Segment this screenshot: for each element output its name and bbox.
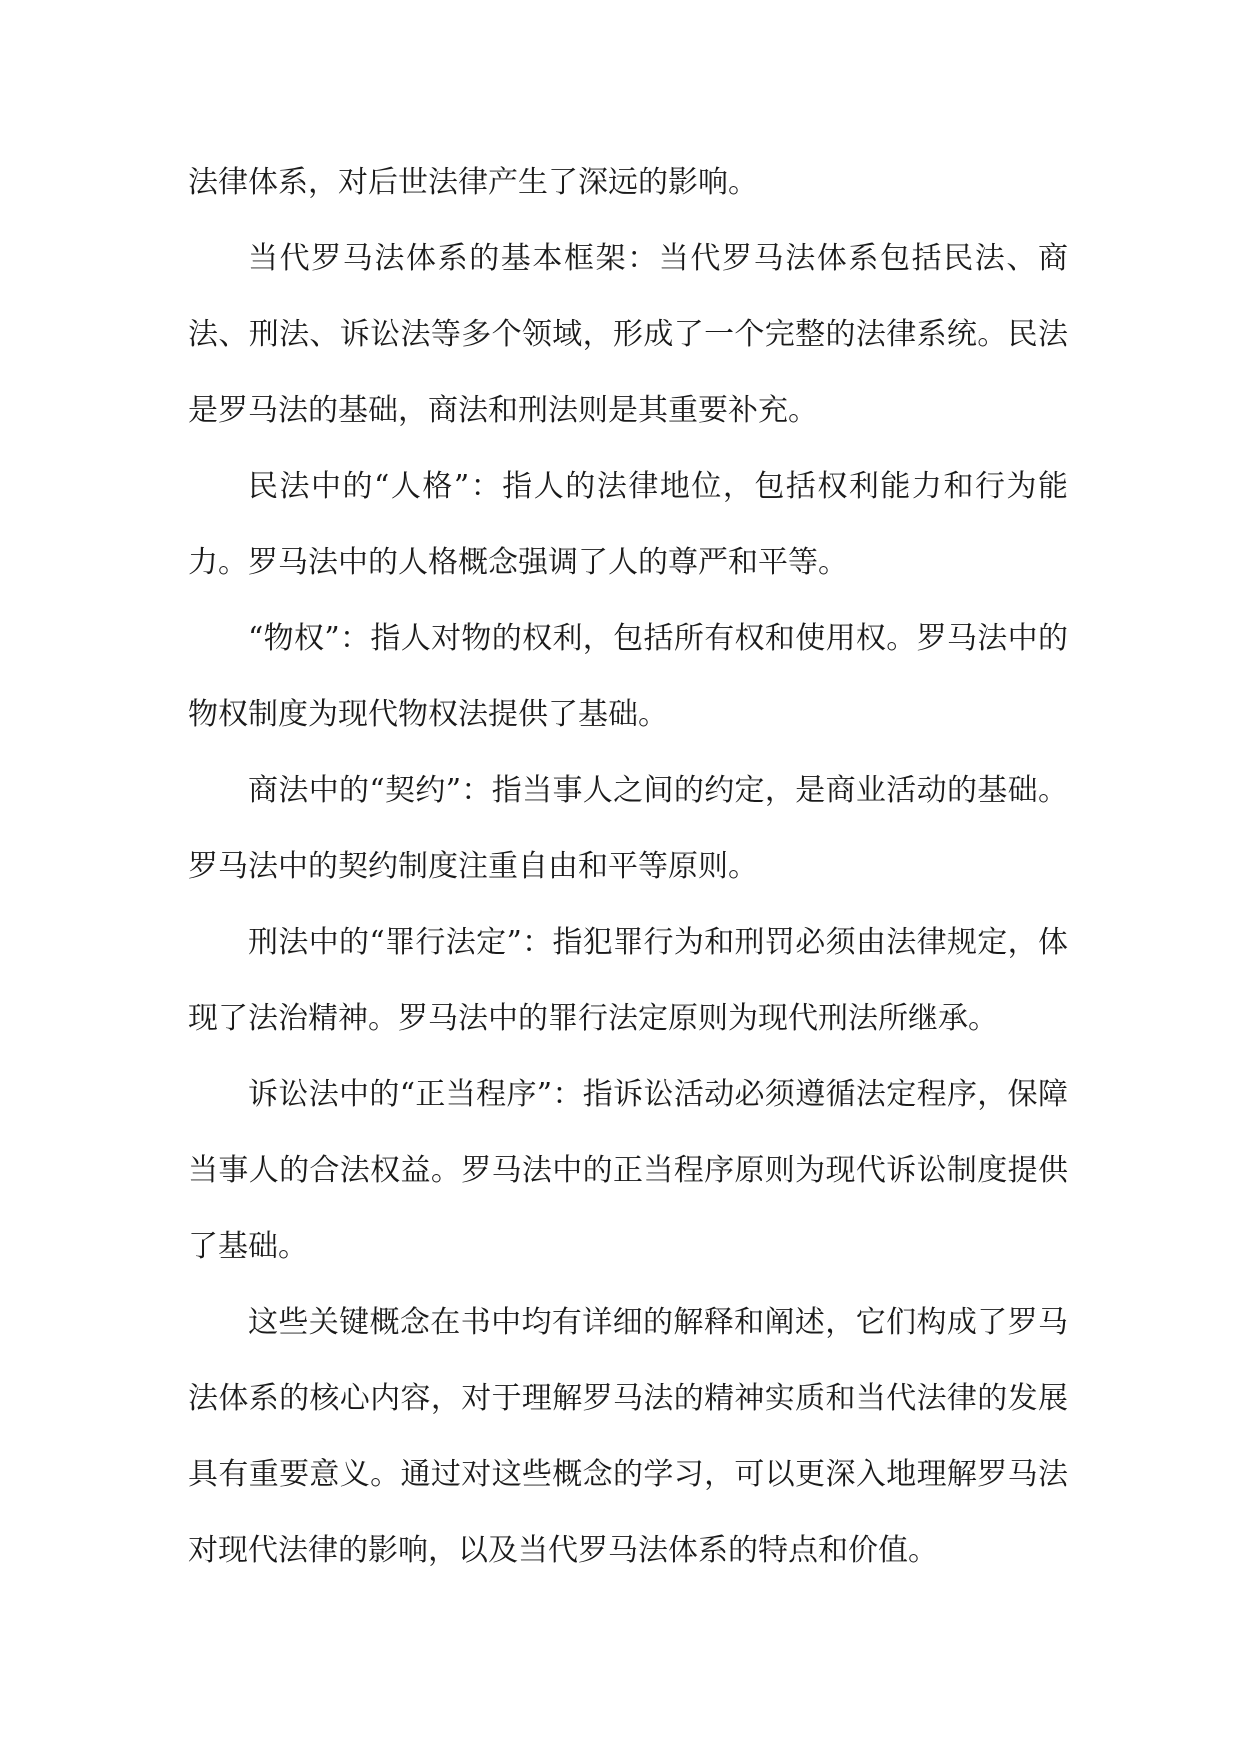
paragraph-contract: 商法中的“契约”：指当事人之间的约定，是商业活动的基础。罗马法中的契约制度注重自由和平等原则。	[188, 773, 1068, 884]
paragraph-conclusion: 这些关键概念在书中均有详细的解释和阐述，它们构成了罗马法体系的核心内容，对于理解罗马法的精神实质和当代法律的发展具有重要意义。通过对这些概念的学习，可以更深入地理解罗马法对现代法律的影响，以及当代罗马法体系的特点和价值。	[188, 1305, 1068, 1568]
paragraph-legality-principle: 刑法中的“罪行法定”：指犯罪行为和刑罚必须由法律规定，体现了法治精神。罗马法中的罪行法定原则为现代刑法所继承。	[188, 925, 1068, 1036]
paragraph-due-process: 诉讼法中的“正当程序”：指诉讼活动必须遵循法定程序，保障当事人的合法权益。罗马法中的正当程序原则为现代诉讼制度提供了基础。	[188, 1077, 1068, 1264]
paragraph-continuation: 法律体系，对后世法律产生了深远的影响。	[188, 165, 758, 200]
paragraph-property-rights: “物权”：指人对物的权利，包括所有权和使用权。罗马法中的物权制度为现代物权法提供了基础。	[188, 621, 1068, 732]
paragraph-framework: 当代罗马法体系的基本框架：当代罗马法体系包括民法、商法、刑法、诉讼法等多个领域，形成了一个完整的法律系统。民法是罗马法的基础，商法和刑法则是其重要补充。	[188, 241, 1068, 428]
body-text	[188, 145, 1068, 1589]
paragraph-personality: 民法中的“人格”：指人的法律地位，包括权利能力和行为能力。罗马法中的人格概念强调了人的尊严和平等。	[188, 469, 1068, 580]
